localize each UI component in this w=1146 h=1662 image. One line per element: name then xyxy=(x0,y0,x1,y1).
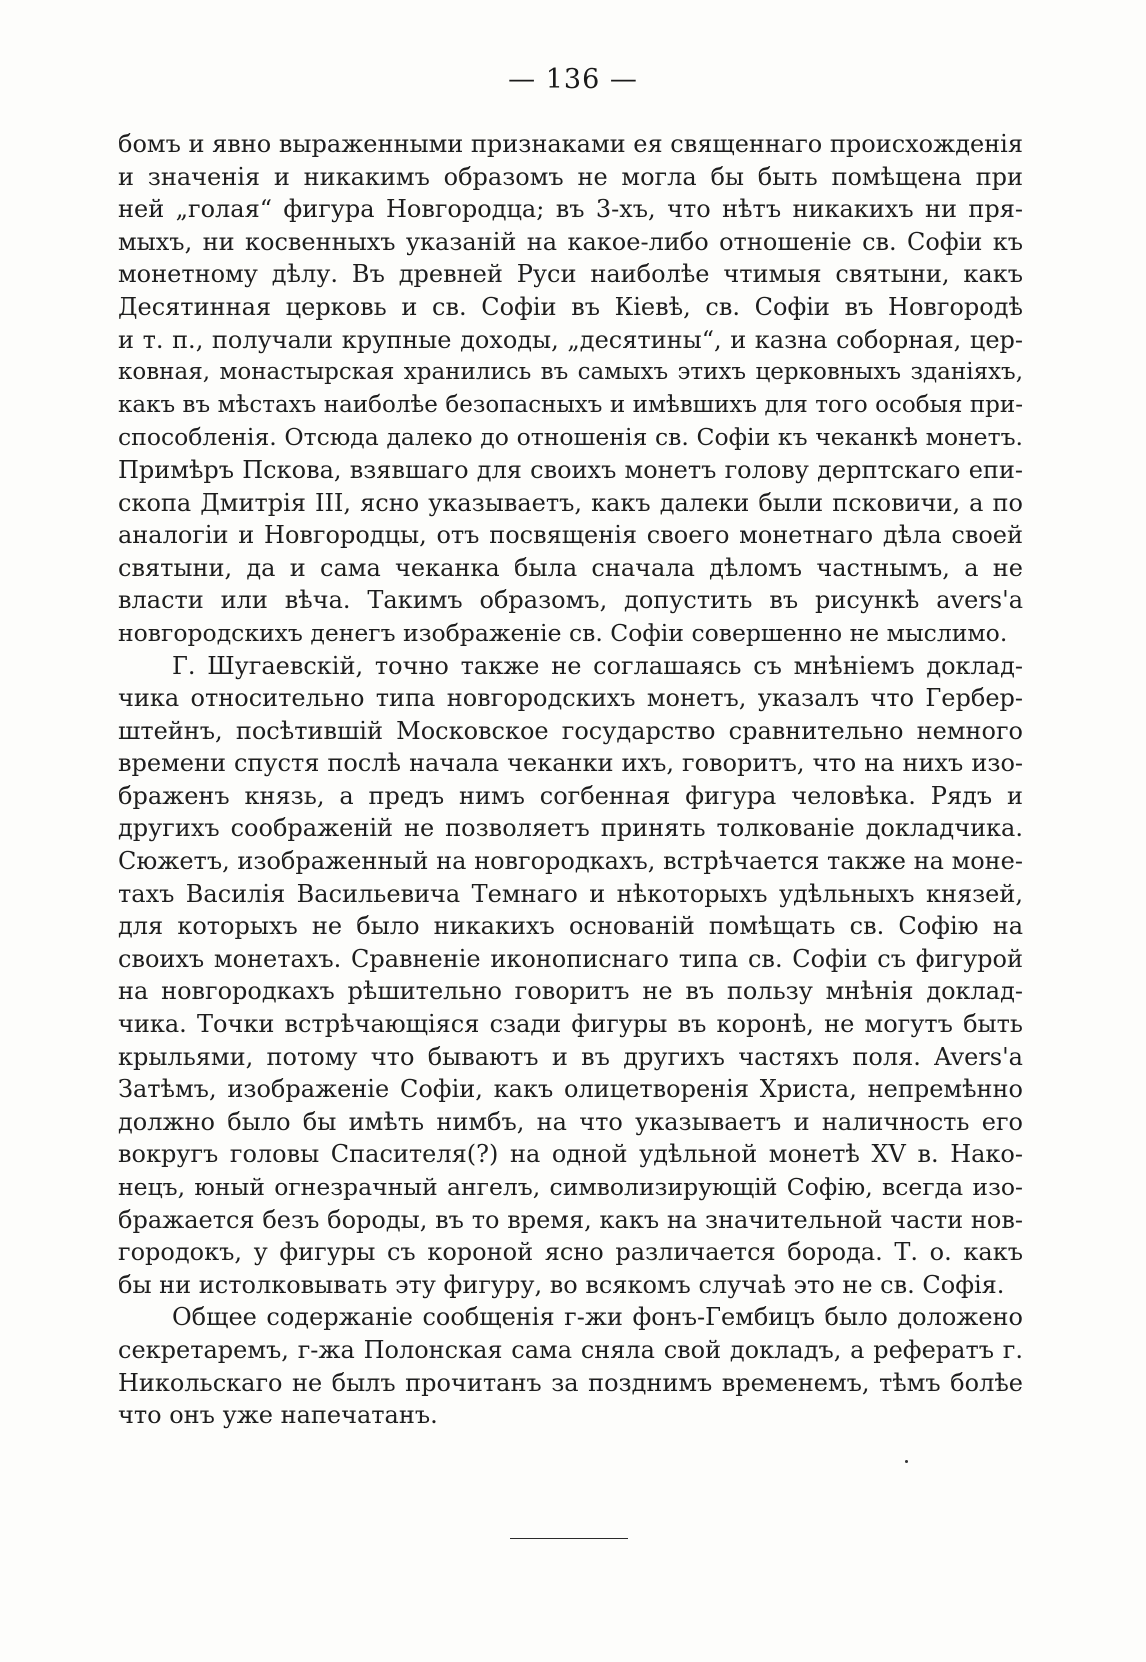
text-line: чика относительно типа новгородскихъ монетъ, указалъ что Гербер- xyxy=(118,684,1023,713)
text-line: святыни, да и сама чеканка была сначала дѣломъ частнымъ, а не xyxy=(118,553,1023,582)
text-line: какъ въ мѣстахъ наиболѣе безопасныхъ и имѣвшихъ для того особыя при- xyxy=(118,391,1023,418)
text-line: мыхъ, ни косвенныхъ указаній на какое-либо отношеніе св. Софіи къ xyxy=(118,227,1023,256)
body-text xyxy=(118,128,1023,1432)
text-line: нецъ, юный огнезрачный ангелъ, символизирующій Софію, всегда изо- xyxy=(118,1173,1023,1201)
text-line: времени спустя послѣ начала чеканки ихъ, говоритъ, что на нихъ изо- xyxy=(118,749,1023,778)
text-line: Примѣръ Пскова, взявшаго для своихъ монетъ голову дерптскаго епи- xyxy=(118,455,1023,484)
text-line: монетному дѣлу. Въ древней Руси наиболѣе чтимыя святыни, какъ xyxy=(118,260,1023,289)
text-line: ней „голая“ фигура Новгородца; въ 3-хъ, что нѣтъ никакихъ ни пря- xyxy=(118,195,1023,224)
text-line: Г. Шугаевскій, точно также не соглашаясь съ мнѣніемъ доклад- xyxy=(172,651,1023,680)
text-line: ковная, монастырская хранились въ самыхъ этихъ церковныхъ зданіяхъ, xyxy=(118,359,1023,386)
text-line: Никольскаго не былъ прочитанъ за позднимъ временемъ, тѣмъ болѣе xyxy=(118,1368,1023,1397)
page-number: — 136 — xyxy=(508,64,638,95)
text-line: скопа Дмитрія III, ясно указываетъ, какъ далеки были псковичи, а по xyxy=(118,488,1023,517)
text-line: Общее содержаніе сообщенія г-жи фонъ-Гембицъ было доложено xyxy=(172,1303,1023,1332)
text-line: вокругъ головы Спасителя(?) на одной удѣльной монетѣ XV в. Нако- xyxy=(118,1140,1023,1169)
text-line: способленія. Отсюда далеко до отношенія св. Софіи къ чеканкѣ монетъ. xyxy=(118,423,1023,452)
text-line: другихъ соображеній не позволяетъ принять толкованіе докладчика. xyxy=(118,814,1023,843)
text-line: своихъ монетахъ. Сравненіе иконописнаго типа св. Софіи съ фигурой xyxy=(118,944,1023,973)
text-line: городокъ, у фигуры съ короной ясно различается борода. Т. о. какъ xyxy=(118,1238,1023,1267)
text-line: бы ни истолковывать эту фигуру, во всякомъ случаѣ это не св. Софія. xyxy=(118,1270,1005,1299)
text-line: аналогіи и Новгородцы, отъ посвященія своего монетнаго дѣла своей xyxy=(118,521,1023,550)
text-line: Затѣмъ, изображеніе Софіи, какъ олицетворенія Христа, непремѣнно xyxy=(118,1075,1023,1104)
text-line: штейнъ, посѣтившій Московское государство сравнительно немного xyxy=(118,716,1023,745)
print-speck xyxy=(905,1460,908,1463)
text-line: на новгородкахъ рѣшительно говоритъ не въ пользу мнѣнія доклад- xyxy=(118,977,1023,1006)
text-line: Сюжетъ, изображенный на новгородкахъ, встрѣчается также на моне- xyxy=(118,847,1023,876)
text-line: бражается безъ бороды, въ то время, какъ на значительной части нов- xyxy=(118,1205,1023,1234)
text-line: и т. п., получали крупные доходы, „десятины“, и казна соборная, цер- xyxy=(118,325,1023,354)
text-line: тахъ Василія Васильевича Темнаго и нѣкоторыхъ удѣльныхъ князей, xyxy=(118,879,1023,908)
text-line: Десятинная церковь и св. Софіи въ Кіевѣ, св. Софіи въ Новгородѣ xyxy=(118,292,1023,321)
section-end-rule xyxy=(510,1538,628,1539)
text-line: для которыхъ не было никакихъ основаній помѣщать св. Софію на xyxy=(118,912,1023,941)
text-line: крыльями, потому что бываютъ и въ другихъ частяхъ поля. Avers'a xyxy=(118,1042,1023,1071)
text-line: что онъ уже напечатанъ. xyxy=(118,1401,438,1430)
text-line: бомъ и явно выраженными признаками ея священнаго происхожденія xyxy=(118,130,1023,158)
text-line: чика. Точки встрѣчающіяся сзади фигуры въ коронѣ, не могутъ быть xyxy=(118,1010,1023,1039)
text-line: власти или вѣча. Такимъ образомъ, допустить въ рисункѣ avers'a xyxy=(118,586,1023,615)
text-line: и значенія и никакимъ образомъ не могла бы быть помѣщена при xyxy=(118,162,1023,191)
text-line: секретаремъ, г-жа Полонская сама сняла свой докладъ, а рефератъ г. xyxy=(118,1335,1023,1364)
text-line: браженъ князь, а предъ нимъ согбенная фигура человѣка. Рядъ и xyxy=(118,781,1023,810)
text-line: новгородскихъ денегъ изображеніе св. Софіи совершенно не мыслимо. xyxy=(118,618,1008,647)
text-line: должно было бы имѣть нимбъ, на что указываетъ и наличность его xyxy=(118,1107,1023,1136)
